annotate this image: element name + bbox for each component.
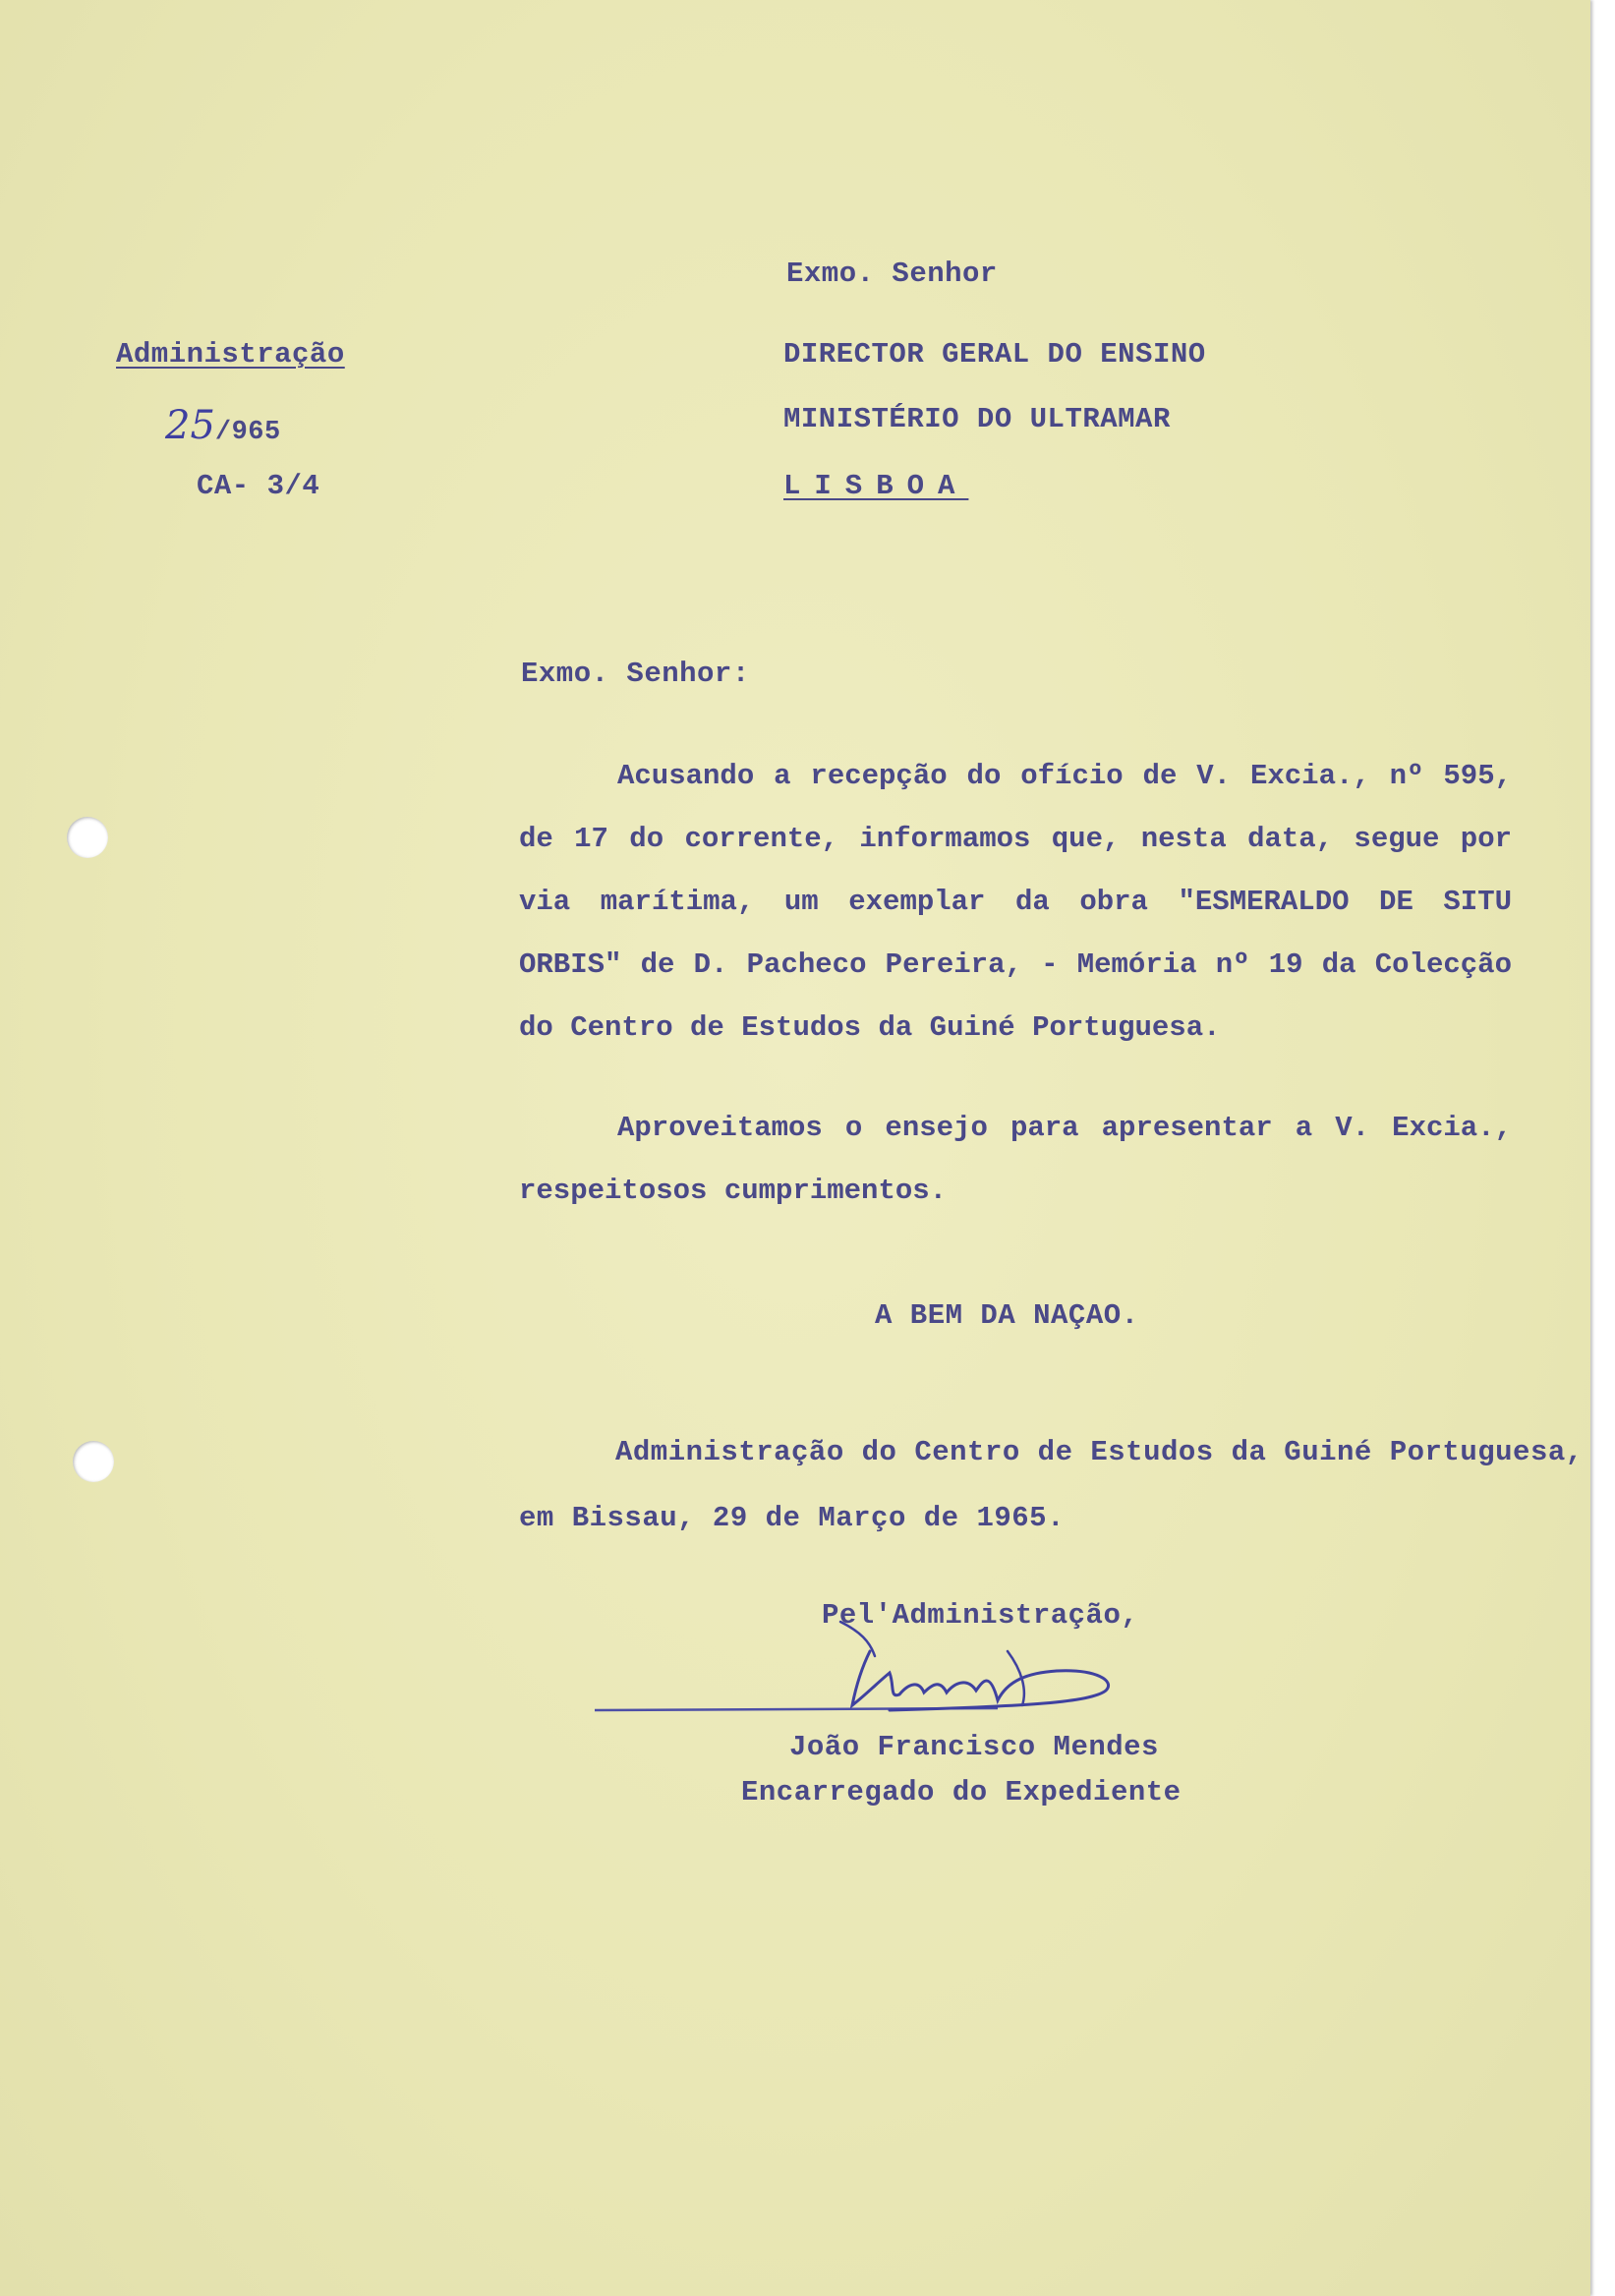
punch-hole-bottom xyxy=(73,1441,114,1482)
reference-code: CA- 3/4 xyxy=(197,470,320,502)
closing-line-2: em Bissau, 29 de Março de 1965. xyxy=(519,1502,1065,1534)
motto: A BEM DA NAÇAO. xyxy=(875,1299,1139,1332)
body-paragraph-2 xyxy=(519,1097,1512,1223)
body-paragraph-1 xyxy=(519,745,1512,1060)
body-greeting: Exmo. Senhor: xyxy=(521,658,750,690)
punch-hole-top xyxy=(67,817,108,858)
closing-line-1: Administração do Centro de Estudos da Guiné Portuguesa, xyxy=(615,1436,1584,1468)
addressee-line2: MINISTÉRIO DO ULTRAMAR xyxy=(783,403,1171,435)
paragraph-2-text: Aproveitamos o ensejo para apresentar a V. Excia., respeitosos cumprimentos. xyxy=(519,1112,1512,1207)
sender-reference xyxy=(165,403,281,448)
paragraph-1-text: Acusando a recepção do ofício de V. Excia., nº 595, de 17 do corrente, informamos que, nesta data, segue por via marítima, um exemplar da obra "ESMERALDO DE SITU ORBIS" de D. Pacheco Pereira, - Memória nº 19 da Colecção do Centro de Estudos da Guiné Portuguesa. xyxy=(519,760,1512,1044)
addressee-line1: DIRECTOR GERAL DO ENSINO xyxy=(783,338,1206,371)
signatory-title: Encarregado do Expediente xyxy=(741,1776,1182,1808)
reference-number-handwritten: 25 xyxy=(165,403,215,448)
signature-on-behalf: Pel'Administração, xyxy=(822,1599,1139,1632)
handwritten-signature xyxy=(595,1612,1204,1730)
addressee-city: LISBOA xyxy=(783,470,969,502)
sender-department: Administração xyxy=(116,338,345,371)
reference-year: /965 xyxy=(214,418,281,447)
addressee-salutation: Exmo. Senhor xyxy=(786,258,998,290)
signatory-name: João Francisco Mendes xyxy=(789,1731,1159,1763)
